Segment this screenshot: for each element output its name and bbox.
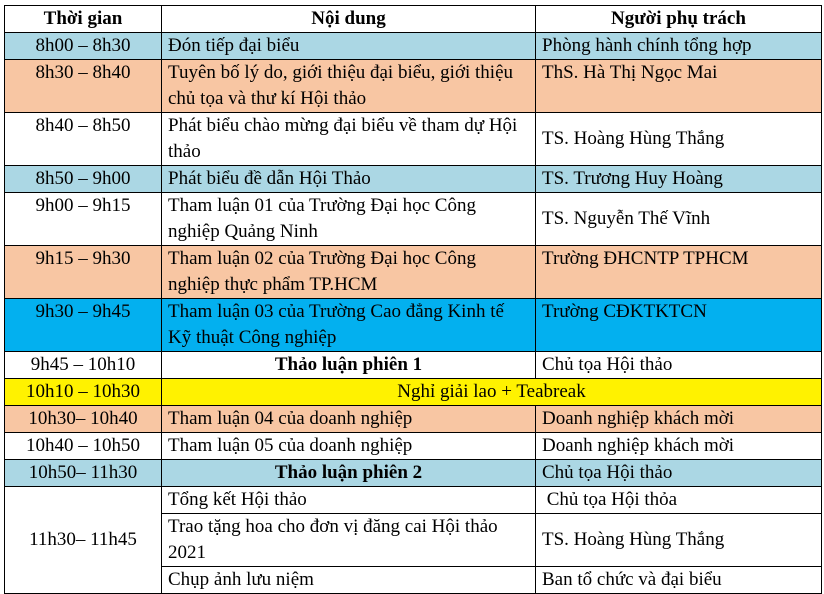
row-time: 8h50 – 9h00: [5, 166, 162, 193]
row-content: Phát biểu chào mừng đại biểu về tham dự Hội thảo: [162, 113, 536, 166]
row-time: 10h10 – 10h30: [5, 379, 162, 406]
row-person: Trường ĐHCNTP TPHCM: [536, 246, 822, 299]
row-content: Trao tặng hoa cho đơn vị đăng cai Hội thảo 2021: [162, 514, 536, 567]
row-person: TS. Hoàng Hùng Thắng: [536, 514, 822, 567]
row-content: Thảo luận phiên 1: [162, 352, 536, 379]
row-time: 10h30– 10h40: [5, 406, 162, 433]
row-content: Tham luận 01 của Trường Đại học Công nghiệp Quảng Ninh: [162, 193, 536, 246]
row-time: 8h30 – 8h40: [5, 60, 162, 113]
row-time: 8h00 – 8h30: [5, 33, 162, 60]
row-time: 9h15 – 9h30: [5, 246, 162, 299]
row-content: Phát biểu đề dẫn Hội Thảo: [162, 166, 536, 193]
row-content: Tham luận 05 của doanh nghiệp: [162, 433, 536, 460]
row-person: TS. Trương Huy Hoàng: [536, 166, 822, 193]
row-person: Doanh nghiệp khách mời: [536, 406, 822, 433]
row-content: Thảo luận phiên 2: [162, 460, 536, 487]
row-time: 11h30– 11h45: [5, 487, 162, 594]
table-row: [5, 113, 822, 166]
row-content: Đón tiếp đại biểu: [162, 33, 536, 60]
row-time: 9h00 – 9h15: [5, 193, 162, 246]
header-time: Thời gian: [5, 6, 162, 33]
row-content: Tham luận 04 của doanh nghiệp: [162, 406, 536, 433]
row-person: Chủ tọa Hội thảo: [536, 460, 822, 487]
table-row: [5, 433, 822, 460]
table-row: [5, 193, 822, 246]
row-person: TS. Hoàng Hùng Thắng: [536, 113, 822, 166]
table-row: [5, 352, 822, 379]
row-person: Chủ tọa Hội thảo: [536, 352, 822, 379]
row-person: TS. Nguyễn Thế Vĩnh: [536, 193, 822, 246]
table-row: [5, 299, 822, 352]
row-time: 8h40 – 8h50: [5, 113, 162, 166]
row-time: 9h45 – 10h10: [5, 352, 162, 379]
row-person: Ban tổ chức và đại biểu: [536, 567, 822, 594]
table-row: [5, 487, 822, 514]
table-row: [5, 379, 822, 406]
schedule-table: [4, 5, 822, 594]
row-content: Nghỉ giải lao + Teabreak: [162, 379, 822, 406]
row-person: Phòng hành chính tổng hợp: [536, 33, 822, 60]
row-content: Tham luận 02 của Trường Đại học Công nghiệp thực phẩm TP.HCM: [162, 246, 536, 299]
header-row: [5, 6, 822, 33]
row-content: Tham luận 03 của Trường Cao đẳng Kinh tế Kỹ thuật Công nghiệp: [162, 299, 536, 352]
row-content: Tổng kết Hội thảo: [162, 487, 536, 514]
row-person: ThS. Hà Thị Ngọc Mai: [536, 60, 822, 113]
table-row: [5, 246, 822, 299]
row-person: Doanh nghiệp khách mời: [536, 433, 822, 460]
row-time: 10h40 – 10h50: [5, 433, 162, 460]
table-row: [5, 166, 822, 193]
table-row: [5, 460, 822, 487]
row-content: Chụp ảnh lưu niệm: [162, 567, 536, 594]
row-time: 10h50– 11h30: [5, 460, 162, 487]
table-row: [5, 60, 822, 113]
row-time: 9h30 – 9h45: [5, 299, 162, 352]
table-row: [5, 406, 822, 433]
table-row: [5, 33, 822, 60]
row-person: Chủ tọa Hội thỏa: [536, 487, 822, 514]
header-content: Nội dung: [162, 6, 536, 33]
header-person: Người phụ trách: [536, 6, 822, 33]
row-person: Trường CĐKTKTCN: [536, 299, 822, 352]
row-content: Tuyên bố lý do, giới thiệu đại biểu, giới thiệu chủ tọa và thư kí Hội thảo: [162, 60, 536, 113]
